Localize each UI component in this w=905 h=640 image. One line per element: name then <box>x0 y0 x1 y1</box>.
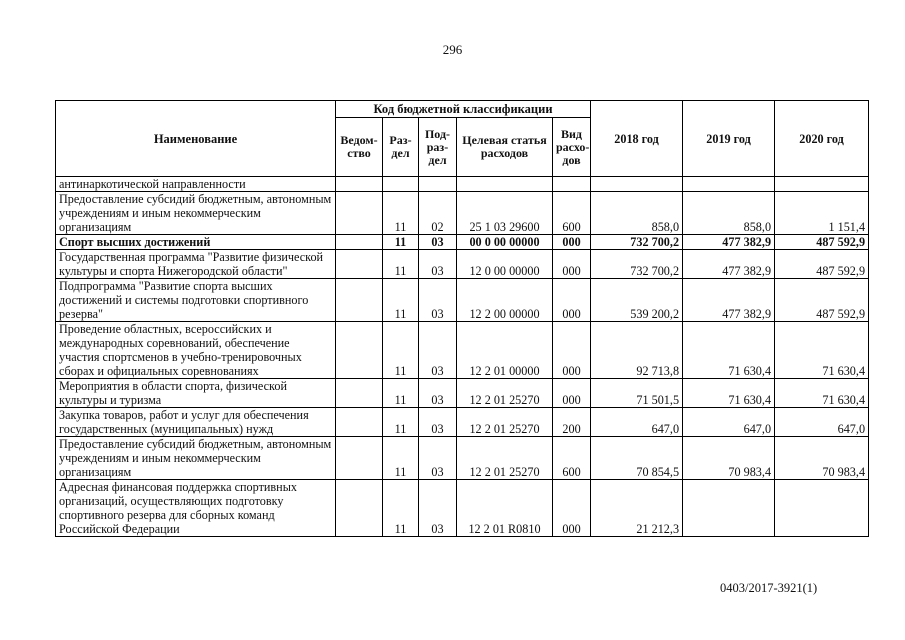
cell-2019 <box>683 480 775 537</box>
cell-name: Подпрограмма "Развитие спорта высших достижений и системы подготовки спортивного резерва" <box>56 279 336 322</box>
cell-vedomstvo <box>336 250 383 279</box>
table-row <box>56 235 869 250</box>
cell-razdel: 11 <box>383 279 419 322</box>
budget-table <box>55 100 869 537</box>
cell-celevaya: 12 2 00 00000 <box>457 279 553 322</box>
cell-2019: 70 983,4 <box>683 437 775 480</box>
header-name: Наименование <box>56 101 336 177</box>
document-code: 0403/2017-3921(1) <box>720 581 818 595</box>
cell-2020 <box>775 177 869 192</box>
cell-podrazdel: 02 <box>419 192 457 235</box>
cell-vid: 000 <box>553 322 591 379</box>
header-2019: 2019 год <box>683 101 775 177</box>
cell-name: Предоставление субсидий бюджетным, автономным учреждениям и иным некоммерческим организациям <box>56 437 336 480</box>
cell-2018: 539 200,2 <box>591 279 683 322</box>
cell-2018: 732 700,2 <box>591 235 683 250</box>
cell-2018: 71 501,5 <box>591 379 683 408</box>
cell-podrazdel: 03 <box>419 322 457 379</box>
cell-2018: 92 713,8 <box>591 322 683 379</box>
cell-vedomstvo <box>336 192 383 235</box>
cell-2020: 71 630,4 <box>775 379 869 408</box>
cell-vedomstvo <box>336 379 383 408</box>
cell-name: антинаркотической направленности <box>56 177 336 192</box>
cell-vedomstvo <box>336 480 383 537</box>
cell-2019: 71 630,4 <box>683 322 775 379</box>
cell-razdel: 11 <box>383 322 419 379</box>
cell-podrazdel: 03 <box>419 480 457 537</box>
cell-podrazdel <box>419 177 457 192</box>
cell-name: Предоставление субсидий бюджетным, автономным учреждениям и иным некоммерческим организациям <box>56 192 336 235</box>
cell-2018: 732 700,2 <box>591 250 683 279</box>
cell-podrazdel: 03 <box>419 250 457 279</box>
cell-2018: 858,0 <box>591 192 683 235</box>
header-2018: 2018 год <box>591 101 683 177</box>
cell-2020: 487 592,9 <box>775 235 869 250</box>
cell-2018: 70 854,5 <box>591 437 683 480</box>
cell-vedomstvo <box>336 177 383 192</box>
table-row <box>56 177 869 192</box>
cell-razdel: 11 <box>383 408 419 437</box>
cell-2020: 647,0 <box>775 408 869 437</box>
cell-2018 <box>591 177 683 192</box>
table-row <box>56 250 869 279</box>
cell-vedomstvo <box>336 408 383 437</box>
cell-celevaya: 12 2 01 25270 <box>457 379 553 408</box>
table-row <box>56 480 869 537</box>
page-number: 296 <box>442 42 463 57</box>
cell-vid: 000 <box>553 379 591 408</box>
cell-name: Мероприятия в области спорта, физической культуры и туризма <box>56 379 336 408</box>
cell-razdel: 11 <box>383 437 419 480</box>
cell-celevaya: 12 2 01 25270 <box>457 408 553 437</box>
cell-razdel: 11 <box>383 250 419 279</box>
cell-vid: 000 <box>553 235 591 250</box>
cell-razdel: 11 <box>383 235 419 250</box>
cell-2020: 487 592,9 <box>775 250 869 279</box>
table-row <box>56 279 869 322</box>
cell-celevaya: 12 2 01 R0810 <box>457 480 553 537</box>
cell-name: Спорт высших достижений <box>56 235 336 250</box>
cell-razdel <box>383 177 419 192</box>
cell-razdel: 11 <box>383 192 419 235</box>
header-vedomstvo: Ведом-ство <box>336 118 383 177</box>
cell-podrazdel: 03 <box>419 235 457 250</box>
cell-2019 <box>683 177 775 192</box>
table-row <box>56 408 869 437</box>
header-razdel: Раз-дел <box>383 118 419 177</box>
cell-vedomstvo <box>336 437 383 480</box>
cell-vid <box>553 177 591 192</box>
header-vid: Вид расхо-дов <box>553 118 591 177</box>
cell-2020 <box>775 480 869 537</box>
cell-vid: 600 <box>553 192 591 235</box>
cell-vid: 600 <box>553 437 591 480</box>
cell-celevaya: 12 0 00 00000 <box>457 250 553 279</box>
cell-vid: 000 <box>553 250 591 279</box>
cell-vid: 200 <box>553 408 591 437</box>
table-header <box>56 101 869 177</box>
cell-name: Государственная программа "Развитие физической культуры и спорта Нижегородской области" <box>56 250 336 279</box>
cell-vid: 000 <box>553 480 591 537</box>
header-2020: 2020 год <box>775 101 869 177</box>
cell-vedomstvo <box>336 279 383 322</box>
cell-2019: 647,0 <box>683 408 775 437</box>
cell-vedomstvo <box>336 322 383 379</box>
cell-2019: 477 382,9 <box>683 279 775 322</box>
header-podrazdel: Под-раз-дел <box>419 118 457 177</box>
cell-name: Проведение областных, всероссийских и международных соревнований, обеспечение участия спортсменов в учебно-тренировочных сборах и официальных соревнованиях <box>56 322 336 379</box>
cell-razdel: 11 <box>383 379 419 408</box>
cell-podrazdel: 03 <box>419 279 457 322</box>
cell-2018: 21 212,3 <box>591 480 683 537</box>
cell-vedomstvo <box>336 235 383 250</box>
cell-2020: 487 592,9 <box>775 279 869 322</box>
cell-podrazdel: 03 <box>419 379 457 408</box>
table-body <box>56 177 869 537</box>
header-celevaya: Целевая статья расходов <box>457 118 553 177</box>
cell-2019: 71 630,4 <box>683 379 775 408</box>
cell-2019: 477 382,9 <box>683 250 775 279</box>
table-row <box>56 379 869 408</box>
cell-2020: 70 983,4 <box>775 437 869 480</box>
table-row <box>56 437 869 480</box>
cell-razdel: 11 <box>383 480 419 537</box>
cell-2019: 858,0 <box>683 192 775 235</box>
cell-name: Адресная финансовая поддержка спортивных организаций, осуществляющих подготовку спортивного резерва для сборных команд Российской Федерации <box>56 480 336 537</box>
header-kbk: Код бюджетной классификации <box>336 101 591 118</box>
cell-2020: 1 151,4 <box>775 192 869 235</box>
cell-podrazdel: 03 <box>419 437 457 480</box>
cell-2018: 647,0 <box>591 408 683 437</box>
table-row <box>56 192 869 235</box>
cell-celevaya: 00 0 00 00000 <box>457 235 553 250</box>
cell-vid: 000 <box>553 279 591 322</box>
cell-2019: 477 382,9 <box>683 235 775 250</box>
cell-podrazdel: 03 <box>419 408 457 437</box>
cell-celevaya: 25 1 03 29600 <box>457 192 553 235</box>
cell-name: Закупка товаров, работ и услуг для обеспечения государственных (муниципальных) нужд <box>56 408 336 437</box>
cell-celevaya <box>457 177 553 192</box>
cell-celevaya: 12 2 01 00000 <box>457 322 553 379</box>
table-row <box>56 322 869 379</box>
cell-celevaya: 12 2 01 25270 <box>457 437 553 480</box>
cell-2020: 71 630,4 <box>775 322 869 379</box>
